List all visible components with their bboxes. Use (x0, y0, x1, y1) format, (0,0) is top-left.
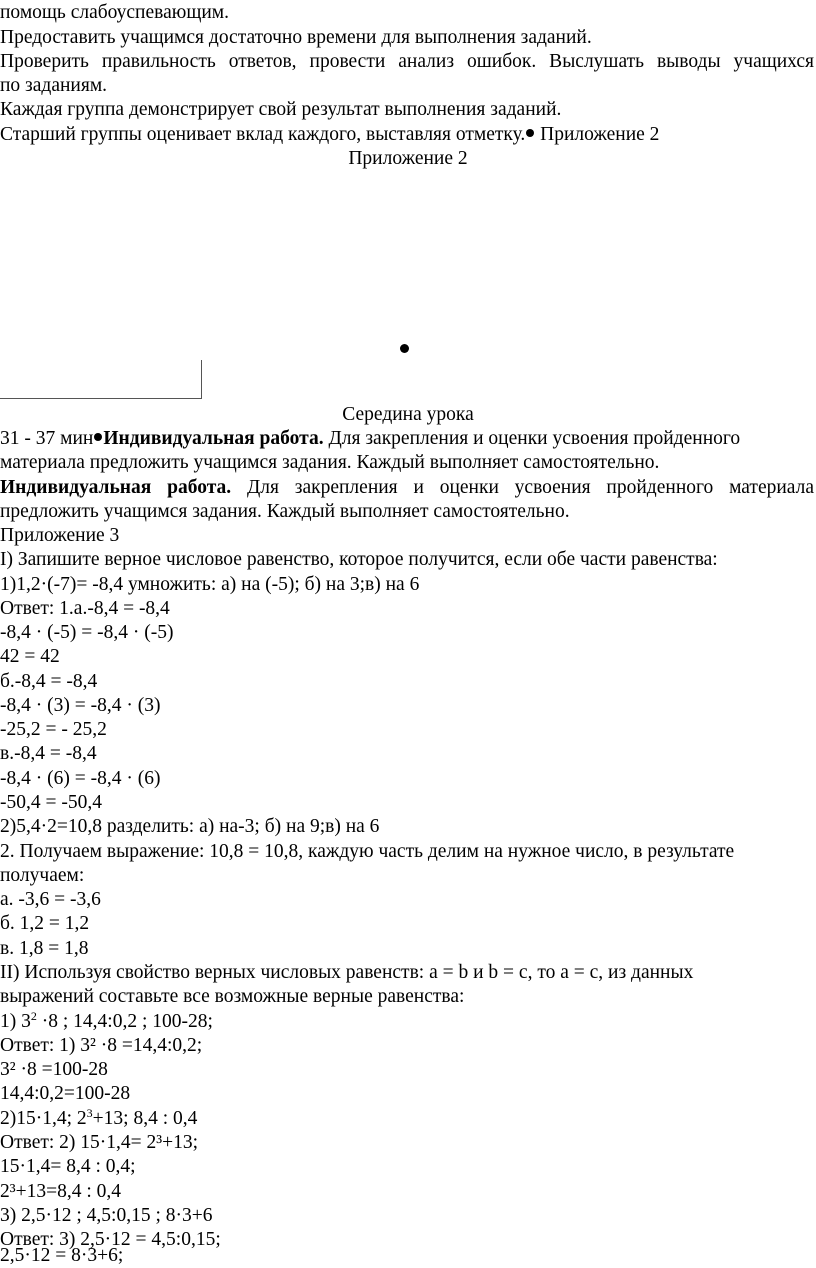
text-line: -8,4 · (-5) = -8,4 · (-5) (0, 622, 174, 643)
text-line: Ответ: 1.а.-8,4 = -8,4 (0, 598, 170, 619)
text-line: в. 1,8 = 1,8 (0, 938, 89, 959)
text-line: 2,5·12 = 8·3+6; (0, 1245, 124, 1266)
superscript: 2 (30, 1009, 37, 1023)
text-line: в.-8,4 = -8,4 (0, 743, 97, 764)
text-line (0, 476, 814, 500)
text-line: б.-8,4 = -8,4 (0, 671, 98, 692)
section-heading: Середина урока (342, 404, 474, 425)
appendix-heading: Приложение 3 (0, 525, 120, 546)
text-line: по заданиям. (0, 75, 108, 96)
empty-frame (0, 360, 202, 399)
text-line: 2³+13=8,4 : 0,4 (0, 1181, 122, 1202)
text-fragment: Старший группы оценивает вклад каждого, выставляя отметку. (0, 124, 526, 145)
text-line: 3) 2,5·12 ; 4,5:0,15 ; 8·3+6 (0, 1205, 213, 1226)
bullet-icon (400, 344, 409, 353)
bold-heading: Индивидуальная работа. (0, 477, 232, 498)
text-line: 3² ·8 =100-28 (0, 1059, 108, 1080)
text-line: -25,2 = - 25,2 (0, 719, 107, 740)
superscript: 3 (86, 1106, 93, 1120)
text-line: I) Запишите верное числовое равенство, которое получится, если обе части равенства: (0, 549, 718, 570)
text-fragment: +13; 8,4 : 0,4 (92, 1108, 198, 1129)
text-line: 2. Получаем выражение: 10,8 = 10,8, каждую часть делим на нужное число, в результате (0, 841, 735, 862)
text-line: -50,4 = -50,4 (0, 792, 102, 813)
text-line: 42 = 42 (0, 646, 60, 667)
text-line: -8,4 · (6) = -8,4 · (6) (0, 768, 161, 789)
text-line (0, 123, 816, 147)
text-fragment: Для закрепления и оценки усвоения пройденного (323, 428, 741, 449)
bold-heading: Индивидуальная работа. (103, 428, 324, 449)
text-line: 2)5,4·2=10,8 разделить: а) на-3; б) на 9;в) на 6 (0, 816, 380, 837)
text-line: Ответ: 3) 2,5·12 = 4,5:0,15; (0, 1229, 221, 1250)
text-fragment: ·8 ; 14,4:0,2 ; 100-28; (36, 1011, 213, 1032)
text-line: 14,4:0,2=100-28 (0, 1083, 131, 1104)
text-line: Проверить правильность ответов, провести анализ ошибок. Выслушать выводы учащихся (0, 51, 814, 72)
text-line: 1)1,2·(-7)= -8,4 умножить: а) на (-5); б) на 3;в) на 6 (0, 574, 420, 595)
appendix-heading: Приложение 2 (348, 148, 468, 169)
text-line: 15·1,4= 8,4 : 0,4; (0, 1156, 136, 1177)
text-line (0, 427, 816, 451)
text-line: а. -3,6 = -3,6 (0, 889, 101, 910)
text-line: предложить учащимся задания. Каждый выполняет самостоятельно. (0, 501, 570, 522)
text-fragment: Для закрепления и оценки усвоения пройденного материала (231, 477, 814, 498)
text-line: Ответ: 2) 15·1,4= 2³+13; (0, 1132, 199, 1153)
bullet-icon (94, 433, 102, 441)
appendix-link[interactable]: Приложение 2 (535, 124, 660, 145)
text-fragment: 2)15·1,4; 2 (0, 1108, 87, 1129)
text-line: выражений составьте все возможные верные равенства: (0, 986, 465, 1007)
text-line: помощь слабоуспевающим. (0, 2, 229, 23)
text-line: Ответ: 1) 3² ·8 =14,4:0,2; (0, 1035, 203, 1056)
bullet-icon (526, 129, 534, 137)
text-line (0, 1010, 816, 1034)
text-line (0, 1107, 816, 1131)
text-line: материала предложить учащимся задания. Каждый выполняет самостоятельно. (0, 452, 660, 473)
text-fragment: 1) 3 (0, 1011, 31, 1032)
text-line: получаем: (0, 865, 85, 886)
text-line: Предоставить учащимся достаточно времени для выполнения заданий. (0, 27, 592, 48)
text-line: б. 1,2 = 1,2 (0, 913, 90, 934)
text-line: Каждая группа демонстрирует свой результат выполнения заданий. (0, 99, 562, 120)
text-line: -8,4 · (3) = -8,4 · (3) (0, 695, 161, 716)
text-line: II) Используя свойство верных числовых равенств: a = b и b = c, то a = c, из данных (0, 962, 694, 983)
time-range: 31 - 37 мин (0, 428, 94, 449)
